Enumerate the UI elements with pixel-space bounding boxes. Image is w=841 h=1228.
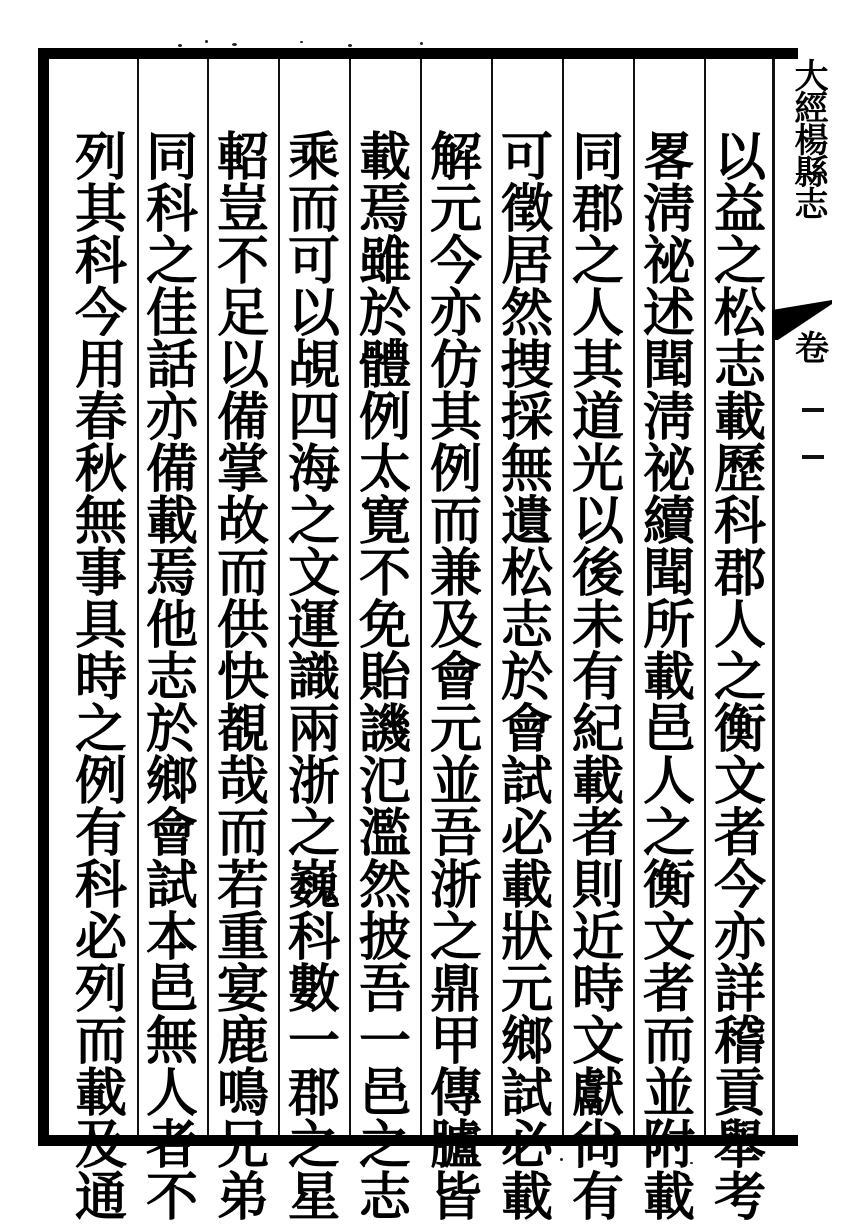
character: 於 [358,283,411,344]
character: 覩 [216,699,269,760]
character: 邑 [358,1063,411,1124]
character: 足 [216,283,269,344]
character: 而 [216,803,269,864]
scan-speck [178,44,182,47]
character: 貽 [358,647,411,708]
character: 以 [571,491,624,552]
character: 焉 [358,179,411,240]
character: 運 [287,595,340,656]
character: 今 [74,283,127,344]
character: 浙 [287,751,340,812]
character: 而 [429,491,482,552]
text-column-4 [496,127,558,1228]
character: 松 [713,283,766,344]
character: 之 [713,231,766,292]
character: 鄉 [500,1011,553,1072]
character: 他 [145,595,198,656]
character: 弟 [216,1167,269,1228]
character: 附 [642,1115,695,1176]
character: 載 [642,1167,695,1228]
character: 若 [216,855,269,916]
character: 之 [642,803,695,864]
column-rule [633,59,635,1135]
character: 元 [429,179,482,240]
character: 軺 [216,127,269,188]
character: 吾 [358,959,411,1020]
margin-tick [802,408,824,412]
character: 衡 [642,855,695,916]
text-column-10 [70,127,132,1228]
character: 寛 [358,491,411,552]
character: 鄉 [145,751,198,812]
character: 者 [571,803,624,864]
character: 甲 [429,1011,482,1072]
character: 元 [500,959,553,1020]
character: 佳 [145,283,198,344]
character: 郡 [571,179,624,240]
character: 稽 [713,1011,766,1072]
character: 披 [358,907,411,968]
character: 會 [145,803,198,864]
character: 之 [429,907,482,968]
character: 之 [74,699,127,760]
character: 可 [287,231,340,292]
character: 人 [145,1063,198,1124]
character: 春 [74,387,127,448]
character: 採 [500,387,553,448]
character: 其 [571,335,624,396]
character: 考 [713,1167,766,1228]
character: 有 [571,647,624,708]
character: 譏 [358,699,411,760]
character: 載 [74,1063,127,1124]
character: 事 [74,543,127,604]
character: 哉 [216,751,269,812]
character: 必 [500,1115,553,1176]
character: 文 [713,751,766,812]
character: 數 [287,959,340,1020]
character: 者 [713,803,766,864]
character: 焉 [145,543,198,604]
character: 亦 [713,907,766,968]
character: 述 [642,283,695,344]
character: 無 [500,439,553,500]
character: 用 [74,335,127,396]
character: 尙 [571,1115,624,1176]
character: 同 [145,127,198,188]
character: 邑 [145,959,198,1020]
character: 光 [571,439,624,500]
character: 掌 [216,439,269,500]
character: 之 [145,231,198,292]
character: 亦 [429,283,482,344]
character: 以 [287,283,340,344]
character: 文 [642,907,695,968]
character: 之 [713,647,766,708]
character: 續 [642,491,695,552]
character: 祕 [642,231,695,292]
character: 淸 [642,179,695,240]
character: 人 [642,751,695,812]
character: 兩 [287,699,340,760]
character: 本 [145,907,198,968]
character: 無 [74,491,127,552]
character: 松 [500,543,553,604]
character: 鼎 [429,959,482,1020]
character: 人 [713,595,766,656]
character: 吾 [429,803,482,864]
text-column-8 [212,127,274,1228]
character: 列 [74,959,127,1020]
character: 畧 [642,127,695,188]
character: 體 [358,335,411,396]
text-column-1 [709,127,771,1228]
character: 捜 [500,335,553,396]
character: 備 [216,387,269,448]
character: 之 [287,803,340,864]
character: 載 [713,387,766,448]
character: 載 [500,855,553,916]
character: 鳴 [216,1063,269,1124]
character: 有 [571,1167,624,1228]
character: 以 [713,127,766,188]
character: 四 [287,387,340,448]
scan-speck [232,43,237,46]
character: 免 [358,595,411,656]
character: 然 [358,855,411,916]
character: 邑 [642,699,695,760]
character: 淸 [642,387,695,448]
column-rule [420,59,422,1135]
character: 聞 [642,335,695,396]
character: 遺 [500,491,553,552]
character: 文 [287,543,340,604]
character: 居 [500,231,553,292]
character: 必 [500,803,553,864]
character: 通 [74,1167,127,1228]
character: 而 [287,179,340,240]
character: 濫 [358,803,411,864]
character: 科 [713,491,766,552]
character: 海 [287,439,340,500]
text-column-9 [141,127,203,1228]
character: 之 [287,491,340,552]
character: 狀 [500,907,553,968]
character: 而 [642,1011,695,1072]
character: 而 [74,1011,127,1072]
character: 宴 [216,959,269,1020]
character: 例 [358,387,411,448]
character: 及 [429,595,482,656]
volume-mark: 卷 [795,329,829,369]
margin-tick [802,455,824,459]
character: 鹿 [216,1011,269,1072]
character: 然 [500,283,553,344]
character: 同 [571,127,624,188]
character: 道 [571,387,624,448]
scan-speck [560,1158,563,1161]
column-rule [278,59,280,1135]
character: 所 [642,595,695,656]
character: 不 [145,1167,198,1228]
character: 可 [500,127,553,188]
character: 時 [74,647,127,708]
character: 而 [216,543,269,604]
character: 傳 [429,1063,482,1124]
character: 列 [74,127,127,188]
character: 人 [571,283,624,344]
character: 其 [74,179,127,240]
character: 仿 [429,335,482,396]
character: 浙 [429,855,482,916]
character: 元 [429,699,482,760]
character: 志 [713,335,766,396]
character: 以 [216,335,269,396]
column-rule [207,59,209,1135]
column-rule [562,59,564,1135]
character: 星 [287,1167,340,1228]
character: 益 [713,179,766,240]
character: 紀 [571,699,624,760]
character: 其 [429,387,482,448]
character: 志 [358,1167,411,1228]
character: 祕 [642,439,695,500]
character: 解 [429,127,482,188]
character: 衡 [713,699,766,760]
character: 之 [358,1115,411,1176]
scan-speck [420,42,423,45]
character: 今 [713,855,766,916]
character: 無 [145,1011,198,1072]
character: 試 [500,751,553,812]
character: 例 [74,751,127,812]
character: 貢 [713,1063,766,1124]
character: 徵 [500,179,553,240]
character: 例 [429,439,482,500]
character: 巍 [287,855,340,916]
character: 亦 [145,387,198,448]
character: 載 [571,751,624,812]
text-column-7 [283,127,345,1228]
character: 者 [145,1115,198,1176]
character: 試 [145,855,198,916]
character: 未 [571,595,624,656]
character: 臚 [429,1115,482,1176]
character: 郡 [287,1063,340,1124]
character: 具 [74,595,127,656]
character: 乘 [287,127,340,188]
character: 有 [74,803,127,864]
character: 太 [358,439,411,500]
character: 必 [74,907,127,968]
character: 獻 [571,1063,624,1124]
character: 一 [287,1011,340,1072]
character: 並 [429,751,482,812]
character: 者 [642,959,695,1020]
scan-speck [300,41,303,43]
column-rule [137,59,139,1135]
scan-speck [205,40,208,43]
character: 不 [358,543,411,604]
character: 兄 [216,1115,269,1176]
text-column-2 [638,127,700,1228]
book-title: 大經楊縣志 [788,58,828,218]
column-rule [704,59,706,1135]
character: 舉 [713,1115,766,1176]
character: 兼 [429,543,482,604]
character: 科 [74,231,127,292]
character: 載 [145,491,198,552]
character: 載 [358,127,411,188]
character: 詳 [713,959,766,1020]
character: 供 [216,595,269,656]
character: 志 [500,595,553,656]
character: 歷 [713,439,766,500]
character: 時 [571,959,624,1020]
character: 氾 [358,751,411,812]
character: 快 [216,647,269,708]
character: 會 [429,647,482,708]
character: 不 [216,231,269,292]
character: 之 [287,1115,340,1176]
character: 雖 [358,231,411,292]
text-column-5 [425,127,487,1228]
character: 皆 [429,1167,482,1228]
character: 話 [145,335,198,396]
character: 科 [74,855,127,916]
character: 備 [145,439,198,500]
character: 識 [287,647,340,708]
character: 豈 [216,179,269,240]
text-column-6 [354,127,416,1228]
character: 文 [571,1011,624,1072]
character: 秋 [74,439,127,500]
character: 重 [216,907,269,968]
column-rule [491,59,493,1135]
character: 及 [74,1115,127,1176]
character: 郡 [713,543,766,604]
character: 試 [500,1063,553,1124]
scan-speck [348,44,352,47]
text-column-3 [567,127,629,1228]
character: 並 [642,1063,695,1124]
character: 於 [500,647,553,708]
column-rule [349,59,351,1135]
character: 今 [429,231,482,292]
character: 志 [145,647,198,708]
character: 科 [145,179,198,240]
character: 會 [500,699,553,760]
character: 於 [145,699,198,760]
character: 科 [287,907,340,968]
character: 聞 [642,543,695,604]
character: 覘 [287,335,340,396]
character: 故 [216,491,269,552]
character: 之 [571,231,624,292]
character: 載 [500,1167,553,1228]
character: 則 [571,855,624,916]
character: 載 [642,647,695,708]
character: 後 [571,543,624,604]
character: 一 [358,1011,411,1072]
character: 近 [571,907,624,968]
